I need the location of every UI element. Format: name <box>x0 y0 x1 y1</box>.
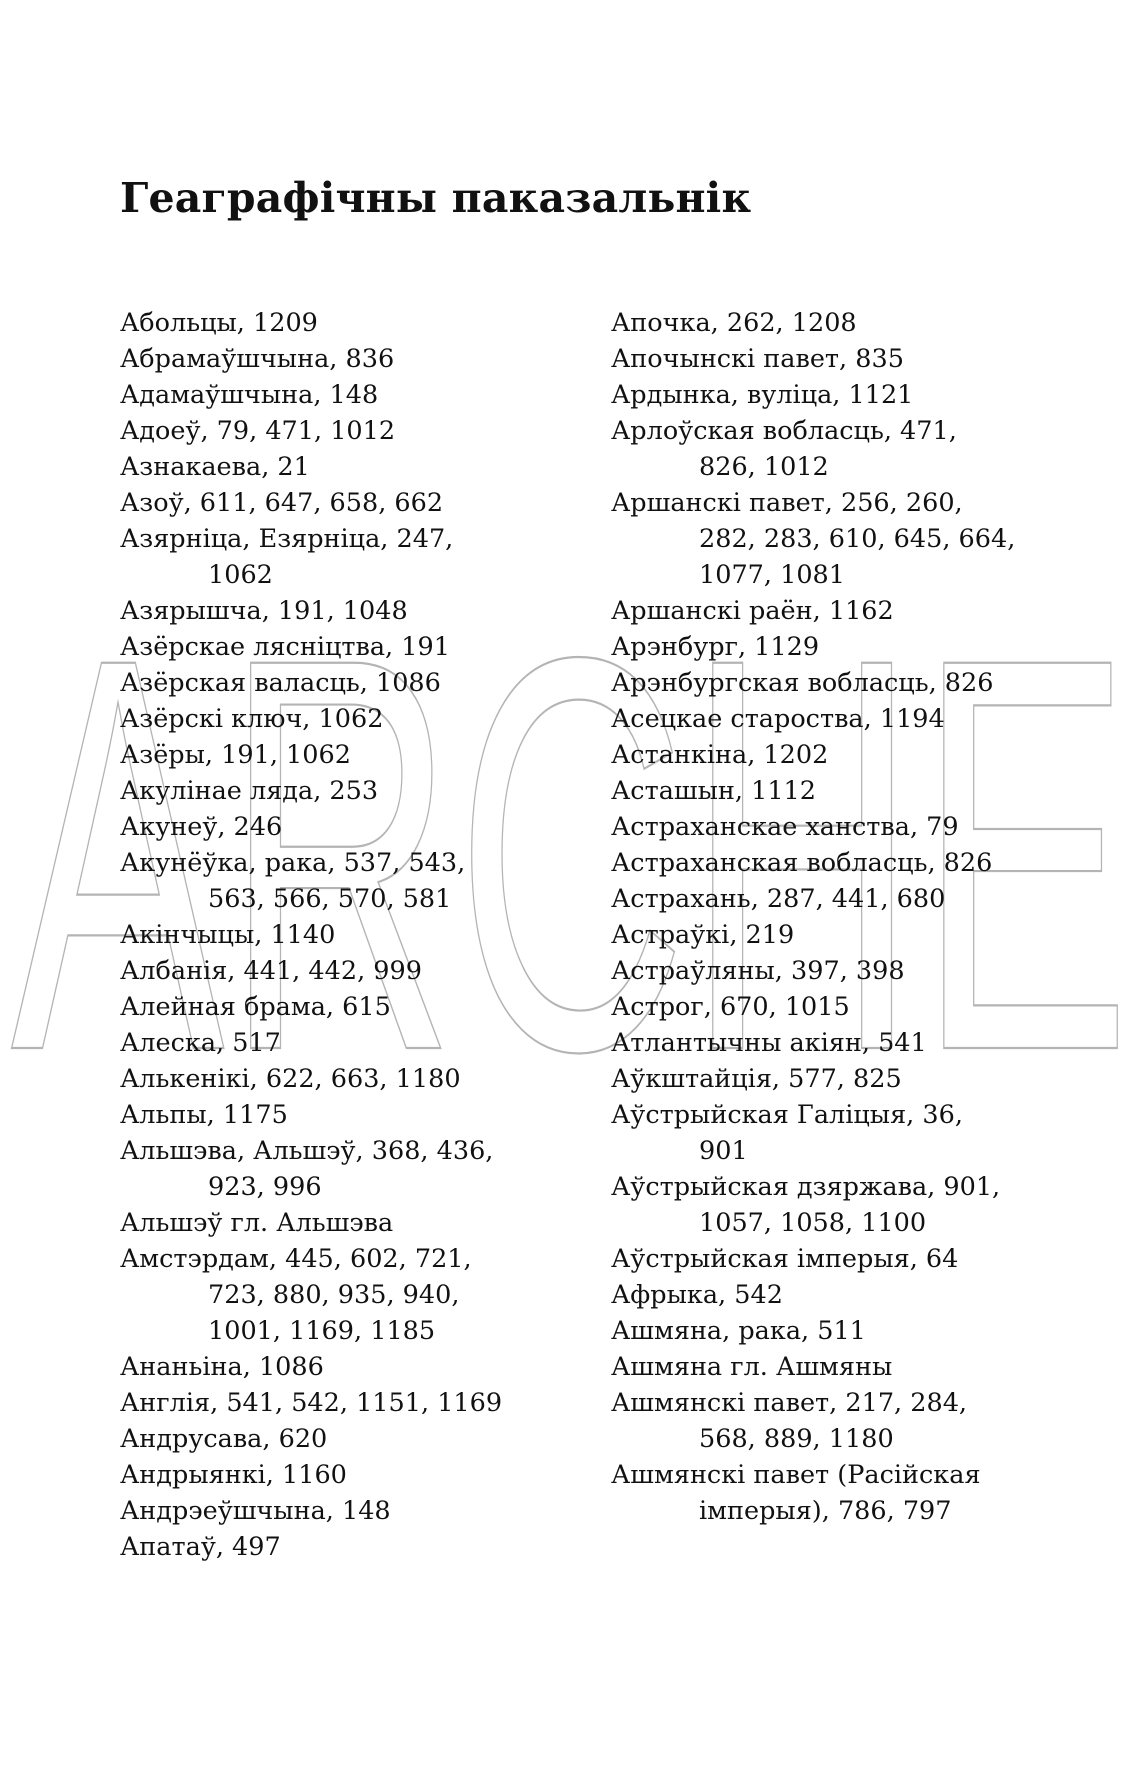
index-entry <box>120 1061 550 1097</box>
index-entry-line: Арэнбургская вобласць, 826 <box>611 668 994 698</box>
index-entry <box>120 377 550 413</box>
index-column-left <box>120 305 550 1565</box>
index-entry <box>120 1205 550 1241</box>
index-entry <box>120 665 550 701</box>
index-entry <box>120 1097 550 1133</box>
index-entry-continuation: 826, 1012 <box>699 452 829 482</box>
index-entry-line: Ардынка, вуліца, 1121 <box>611 380 914 410</box>
index-entry-line: Албанія, 441, 442, 999 <box>120 956 422 986</box>
index-entry-line: Ашмяна, рака, 511 <box>611 1316 866 1346</box>
index-entry-line: Аўстрыйская дзяржава, 901, <box>611 1172 1001 1202</box>
index-entry <box>611 413 1041 485</box>
index-entry <box>611 485 1041 593</box>
index-entry <box>120 953 550 989</box>
index-entry-continuation: 723, 880, 935, 940, <box>208 1280 460 1310</box>
index-entry <box>120 593 550 629</box>
index-entry-line: Алеска, 517 <box>120 1028 281 1058</box>
index-entry-continuation: 568, 889, 1180 <box>699 1424 894 1454</box>
index-entry-line: Абрамаўшчына, 836 <box>120 344 395 374</box>
index-entry <box>611 1061 1041 1097</box>
index-entry <box>120 1421 550 1457</box>
index-entry <box>120 1385 550 1421</box>
index-entry <box>120 413 550 449</box>
index-entry-line: Аўстрыйская імперыя, 64 <box>611 1244 959 1274</box>
index-entry-line: Апочка, 262, 1208 <box>611 308 857 338</box>
index-entry-line: Апочынскі павет, 835 <box>611 344 904 374</box>
index-entry-line: Ашмянскі павет (Расійская <box>611 1460 981 1490</box>
index-entry-line: Адоеў, 79, 471, 1012 <box>120 416 396 446</box>
index-entry-line: Астрог, 670, 1015 <box>611 992 850 1022</box>
index-entry <box>120 1457 550 1493</box>
index-entry <box>611 773 1041 809</box>
index-entry-line: Астраханская вобласць, 826 <box>611 848 993 878</box>
index-entry-line: Азоў, 611, 647, 658, 662 <box>120 488 444 518</box>
index-entry-continuation: 901 <box>699 1136 748 1166</box>
index-entry-line: Аршанскі павет, 256, 260, <box>611 488 963 518</box>
index-entry-line: Альшэва, Альшэў, 368, 436, <box>120 1136 494 1166</box>
index-entry-line: Акунеў, 246 <box>120 812 283 842</box>
index-entry-line: Альшэў гл. Альшэва <box>120 1208 394 1238</box>
index-entry-line: Альпы, 1175 <box>120 1100 288 1130</box>
index-entry <box>611 737 1041 773</box>
index-entry-continuation: 923, 996 <box>208 1172 322 1202</box>
index-entry <box>120 989 550 1025</box>
index-entry <box>611 917 1041 953</box>
index-entry-line: Азёрскі ключ, 1062 <box>120 704 384 734</box>
index-entry-line: Англія, 541, 542, 1151, 1169 <box>120 1388 503 1418</box>
index-entry <box>120 341 550 377</box>
index-entry-line: Алейная брама, 615 <box>120 992 391 1022</box>
index-entry <box>120 629 550 665</box>
index-entry-line: Азярышча, 191, 1048 <box>120 596 408 626</box>
index-entry <box>120 917 550 953</box>
index-entry <box>120 845 550 917</box>
index-entry <box>120 701 550 737</box>
index-entry <box>120 1241 550 1349</box>
index-entry-line: Астрахань, 287, 441, 680 <box>611 884 946 914</box>
index-entry-line: Арлоўская вобласць, 471, <box>611 416 957 446</box>
index-entry <box>611 809 1041 845</box>
index-entry <box>611 953 1041 989</box>
index-entry-line: Ашмяна гл. Ашмяны <box>611 1352 893 1382</box>
index-entry-continuation: 563, 566, 570, 581 <box>208 884 452 914</box>
index-entry <box>120 305 550 341</box>
index-entry-line: Азярніца, Езярніца, 247, <box>120 524 454 554</box>
index-entry <box>120 1349 550 1385</box>
index-entry-line: Андрэеўшчына, 148 <box>120 1496 391 1526</box>
index-entry <box>120 737 550 773</box>
index-entry-line: Андрусава, 620 <box>120 1424 328 1454</box>
index-entry <box>611 1349 1041 1385</box>
index-entry-line: Астраханскае ханства, 79 <box>611 812 959 842</box>
index-entry <box>611 1313 1041 1349</box>
index-entry <box>120 773 550 809</box>
index-entry-line: Аўкштайція, 577, 825 <box>611 1064 902 1094</box>
index-entry <box>611 845 1041 881</box>
index-entry <box>611 377 1041 413</box>
index-entry-line: Адамаўшчына, 148 <box>120 380 379 410</box>
index-entry-line: Амстэрдам, 445, 602, 721, <box>120 1244 472 1274</box>
index-entry <box>611 629 1041 665</box>
index-entry-line: Апатаў, 497 <box>120 1532 281 1562</box>
index-entry-line: Атлантычны акіян, 541 <box>611 1028 927 1058</box>
index-entry <box>611 1097 1041 1169</box>
index-entry <box>120 485 550 521</box>
index-entry <box>611 1025 1041 1061</box>
index-entry-line: Алькенікі, 622, 663, 1180 <box>120 1064 461 1094</box>
index-entry-line: Акінчыцы, 1140 <box>120 920 336 950</box>
index-entry-line: Аршанскі раён, 1162 <box>611 596 894 626</box>
index-entry <box>611 1241 1041 1277</box>
index-entry <box>120 1493 550 1529</box>
index-entry <box>611 305 1041 341</box>
index-entry-line: Афрыка, 542 <box>611 1280 783 1310</box>
index-entry-line: Аўстрыйская Галіцыя, 36, <box>611 1100 963 1130</box>
index-column-right <box>611 305 1041 1529</box>
index-entry-line: Азёрскае лясніцтва, 191 <box>120 632 450 662</box>
index-entry-continuation: 1001, 1169, 1185 <box>208 1316 436 1346</box>
index-entry <box>611 341 1041 377</box>
index-entry <box>120 1133 550 1205</box>
index-entry <box>611 665 1041 701</box>
index-entry-continuation: 1057, 1058, 1100 <box>699 1208 927 1238</box>
index-entry-continuation: імперыя), 786, 797 <box>699 1496 952 1526</box>
index-entry-continuation: 1062 <box>208 560 273 590</box>
index-entry-line: Астанкіна, 1202 <box>611 740 829 770</box>
index-entry <box>611 989 1041 1025</box>
index-entry <box>611 1457 1041 1529</box>
index-entry <box>120 1529 550 1565</box>
index-entry-line: Азнакаева, 21 <box>120 452 310 482</box>
index-entry-line: Астраўляны, 397, 398 <box>611 956 905 986</box>
index-entry-line: Азёрская валасць, 1086 <box>120 668 441 698</box>
index-entry <box>120 1025 550 1061</box>
index-entry-line: Абольцы, 1209 <box>120 308 318 338</box>
index-entry-line: Асецкае староства, 1194 <box>611 704 945 734</box>
index-entry <box>611 1277 1041 1313</box>
index-entry-continuation: 1077, 1081 <box>699 560 846 590</box>
index-entry-line: Акулінае ляда, 253 <box>120 776 379 806</box>
index-entry <box>611 593 1041 629</box>
index-entry-line: Ашмянскі павет, 217, 284, <box>611 1388 968 1418</box>
index-entry-line: Акунёўка, рака, 537, 543, <box>120 848 466 878</box>
index-entry-line: Арэнбург, 1129 <box>611 632 820 662</box>
index-entry-line: Азёры, 191, 1062 <box>120 740 351 770</box>
watermark-text: ARCHE <box>11 600 1131 1070</box>
index-entry-line: Ананьіна, 1086 <box>120 1352 324 1382</box>
index-entry <box>611 701 1041 737</box>
index-entry-line: Андрыянкі, 1160 <box>120 1460 347 1490</box>
index-entry <box>120 449 550 485</box>
index-entry <box>611 1169 1041 1241</box>
index-entry-line: Асташын, 1112 <box>611 776 817 806</box>
index-entry <box>611 881 1041 917</box>
index-entry-line: Астраўкі, 219 <box>611 920 795 950</box>
index-entry <box>611 1385 1041 1457</box>
index-entry <box>120 521 550 593</box>
index-entry-continuation: 282, 283, 610, 645, 664, <box>699 524 1016 554</box>
index-entry <box>120 809 550 845</box>
page-title: Геаграфічны паказальнік <box>120 174 752 222</box>
